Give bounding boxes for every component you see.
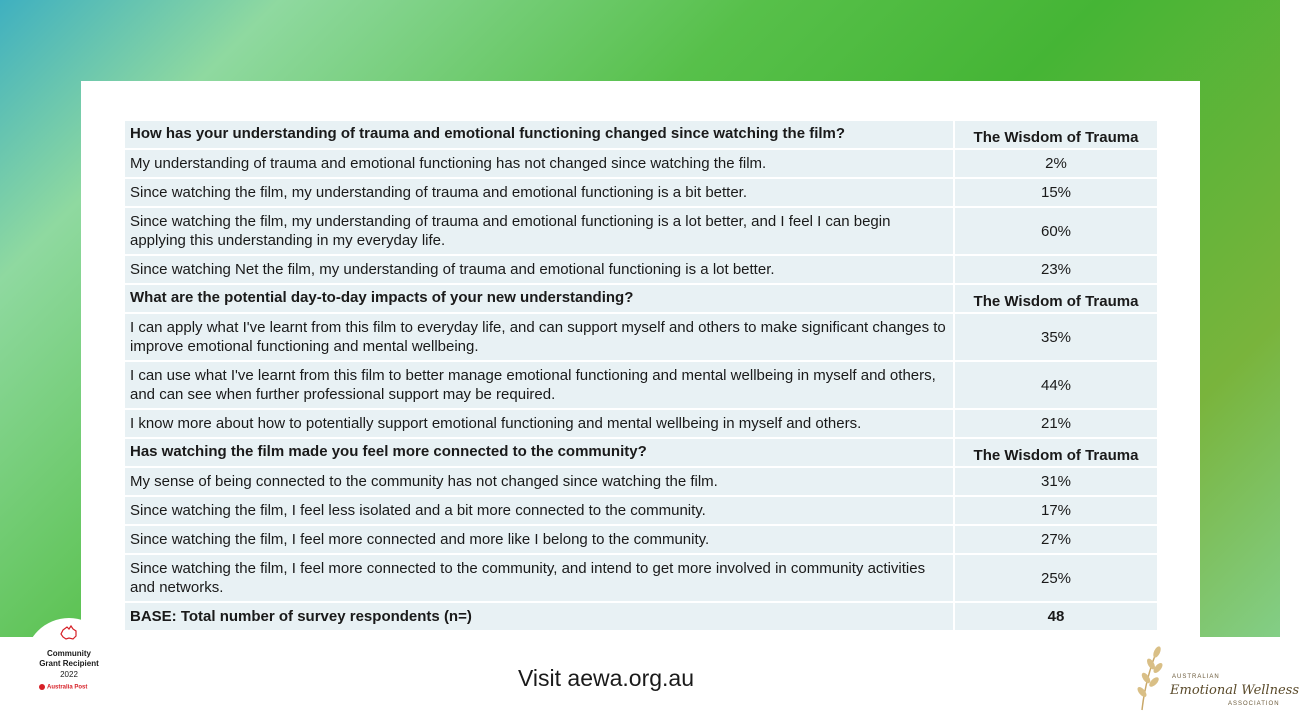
answer-label: Since watching the film, I feel more connected and more like I belong to the community.	[124, 525, 954, 554]
answer-label: Since watching the film, my understanding of trauma and emotional functioning is a lot better, and I feel I can begin applying this understanding in my everyday life.	[124, 207, 954, 255]
logo-line-2: Emotional Wellness	[1170, 683, 1299, 698]
table-row	[124, 255, 1158, 284]
badge-line-1: Community	[47, 649, 91, 658]
table-row	[124, 149, 1158, 178]
aewa-logo	[1128, 640, 1299, 714]
badge-line-2: Grant Recipient	[39, 659, 99, 668]
table-row	[124, 496, 1158, 525]
badge-year: 2022	[60, 670, 78, 679]
answer-label: Since watching the film, I feel less isolated and a bit more connected to the community.	[124, 496, 954, 525]
table-row	[124, 409, 1158, 438]
logo-line-1: AUSTRALIAN	[1172, 674, 1220, 680]
answer-label: Since watching the film, I feel more connected to the community, and intend to get more involved in community activities and networks.	[124, 554, 954, 602]
column-header: The Wisdom of Trauma	[954, 438, 1158, 467]
answer-percentage: 35%	[954, 313, 1158, 361]
answer-label: Since watching Net the film, my understanding of trauma and emotional functioning is a lot better.	[124, 255, 954, 284]
australia-map-icon	[60, 625, 78, 641]
answer-label: I can apply what I've learnt from this film to everyday life, and can support myself and others to make significant changes to improve emotional functioning and mental wellbeing.	[124, 313, 954, 361]
answer-percentage: 25%	[954, 554, 1158, 602]
logo-line-3: ASSOCIATION	[1228, 701, 1280, 707]
answer-percentage: 2%	[954, 149, 1158, 178]
sponsor-name: Australia Post	[47, 684, 88, 691]
question-heading: How has your understanding of trauma and emotional functioning changed since watching the film?	[124, 120, 954, 149]
survey-results-table	[123, 119, 1159, 632]
section-header-row	[124, 438, 1158, 467]
column-header: The Wisdom of Trauma	[954, 284, 1158, 313]
table-row	[124, 361, 1158, 409]
table-row	[124, 207, 1158, 255]
answer-label: Since watching the film, my understanding of trauma and emotional functioning is a bit better.	[124, 178, 954, 207]
section-header-row	[124, 284, 1158, 313]
answer-percentage: 15%	[954, 178, 1158, 207]
visit-website-text: Visit aewa.org.au	[517, 665, 694, 691]
table-row	[124, 467, 1158, 496]
answer-label: My sense of being connected to the community has not changed since watching the film.	[124, 467, 954, 496]
base-row	[124, 602, 1158, 631]
base-label: BASE: Total number of survey respondents (n=)	[124, 602, 954, 631]
answer-label: My understanding of trauma and emotional functioning has not changed since watching the film.	[124, 149, 954, 178]
base-value: 48	[954, 602, 1158, 631]
table-row	[124, 313, 1158, 361]
answer-percentage: 17%	[954, 496, 1158, 525]
table-row	[124, 525, 1158, 554]
table-row	[124, 554, 1158, 602]
answer-percentage: 31%	[954, 467, 1158, 496]
wheat-sprig-icon	[1130, 642, 1170, 712]
answer-percentage: 44%	[954, 361, 1158, 409]
answer-label: I know more about how to potentially support emotional functioning and mental wellbeing in myself and others.	[124, 409, 954, 438]
section-header-row	[124, 120, 1158, 149]
question-heading: Has watching the film made you feel more connected to the community?	[124, 438, 954, 467]
question-heading: What are the potential day-to-day impacts of your new understanding?	[124, 284, 954, 313]
table-row	[124, 178, 1158, 207]
column-header: The Wisdom of Trauma	[954, 120, 1158, 149]
answer-label: I can use what I've learnt from this film to better manage emotional functioning and mental wellbeing in myself and others, and can see when further professional support may be required.	[124, 361, 954, 409]
answer-percentage: 23%	[954, 255, 1158, 284]
answer-percentage: 60%	[954, 207, 1158, 255]
answer-percentage: 27%	[954, 525, 1158, 554]
answer-percentage: 21%	[954, 409, 1158, 438]
